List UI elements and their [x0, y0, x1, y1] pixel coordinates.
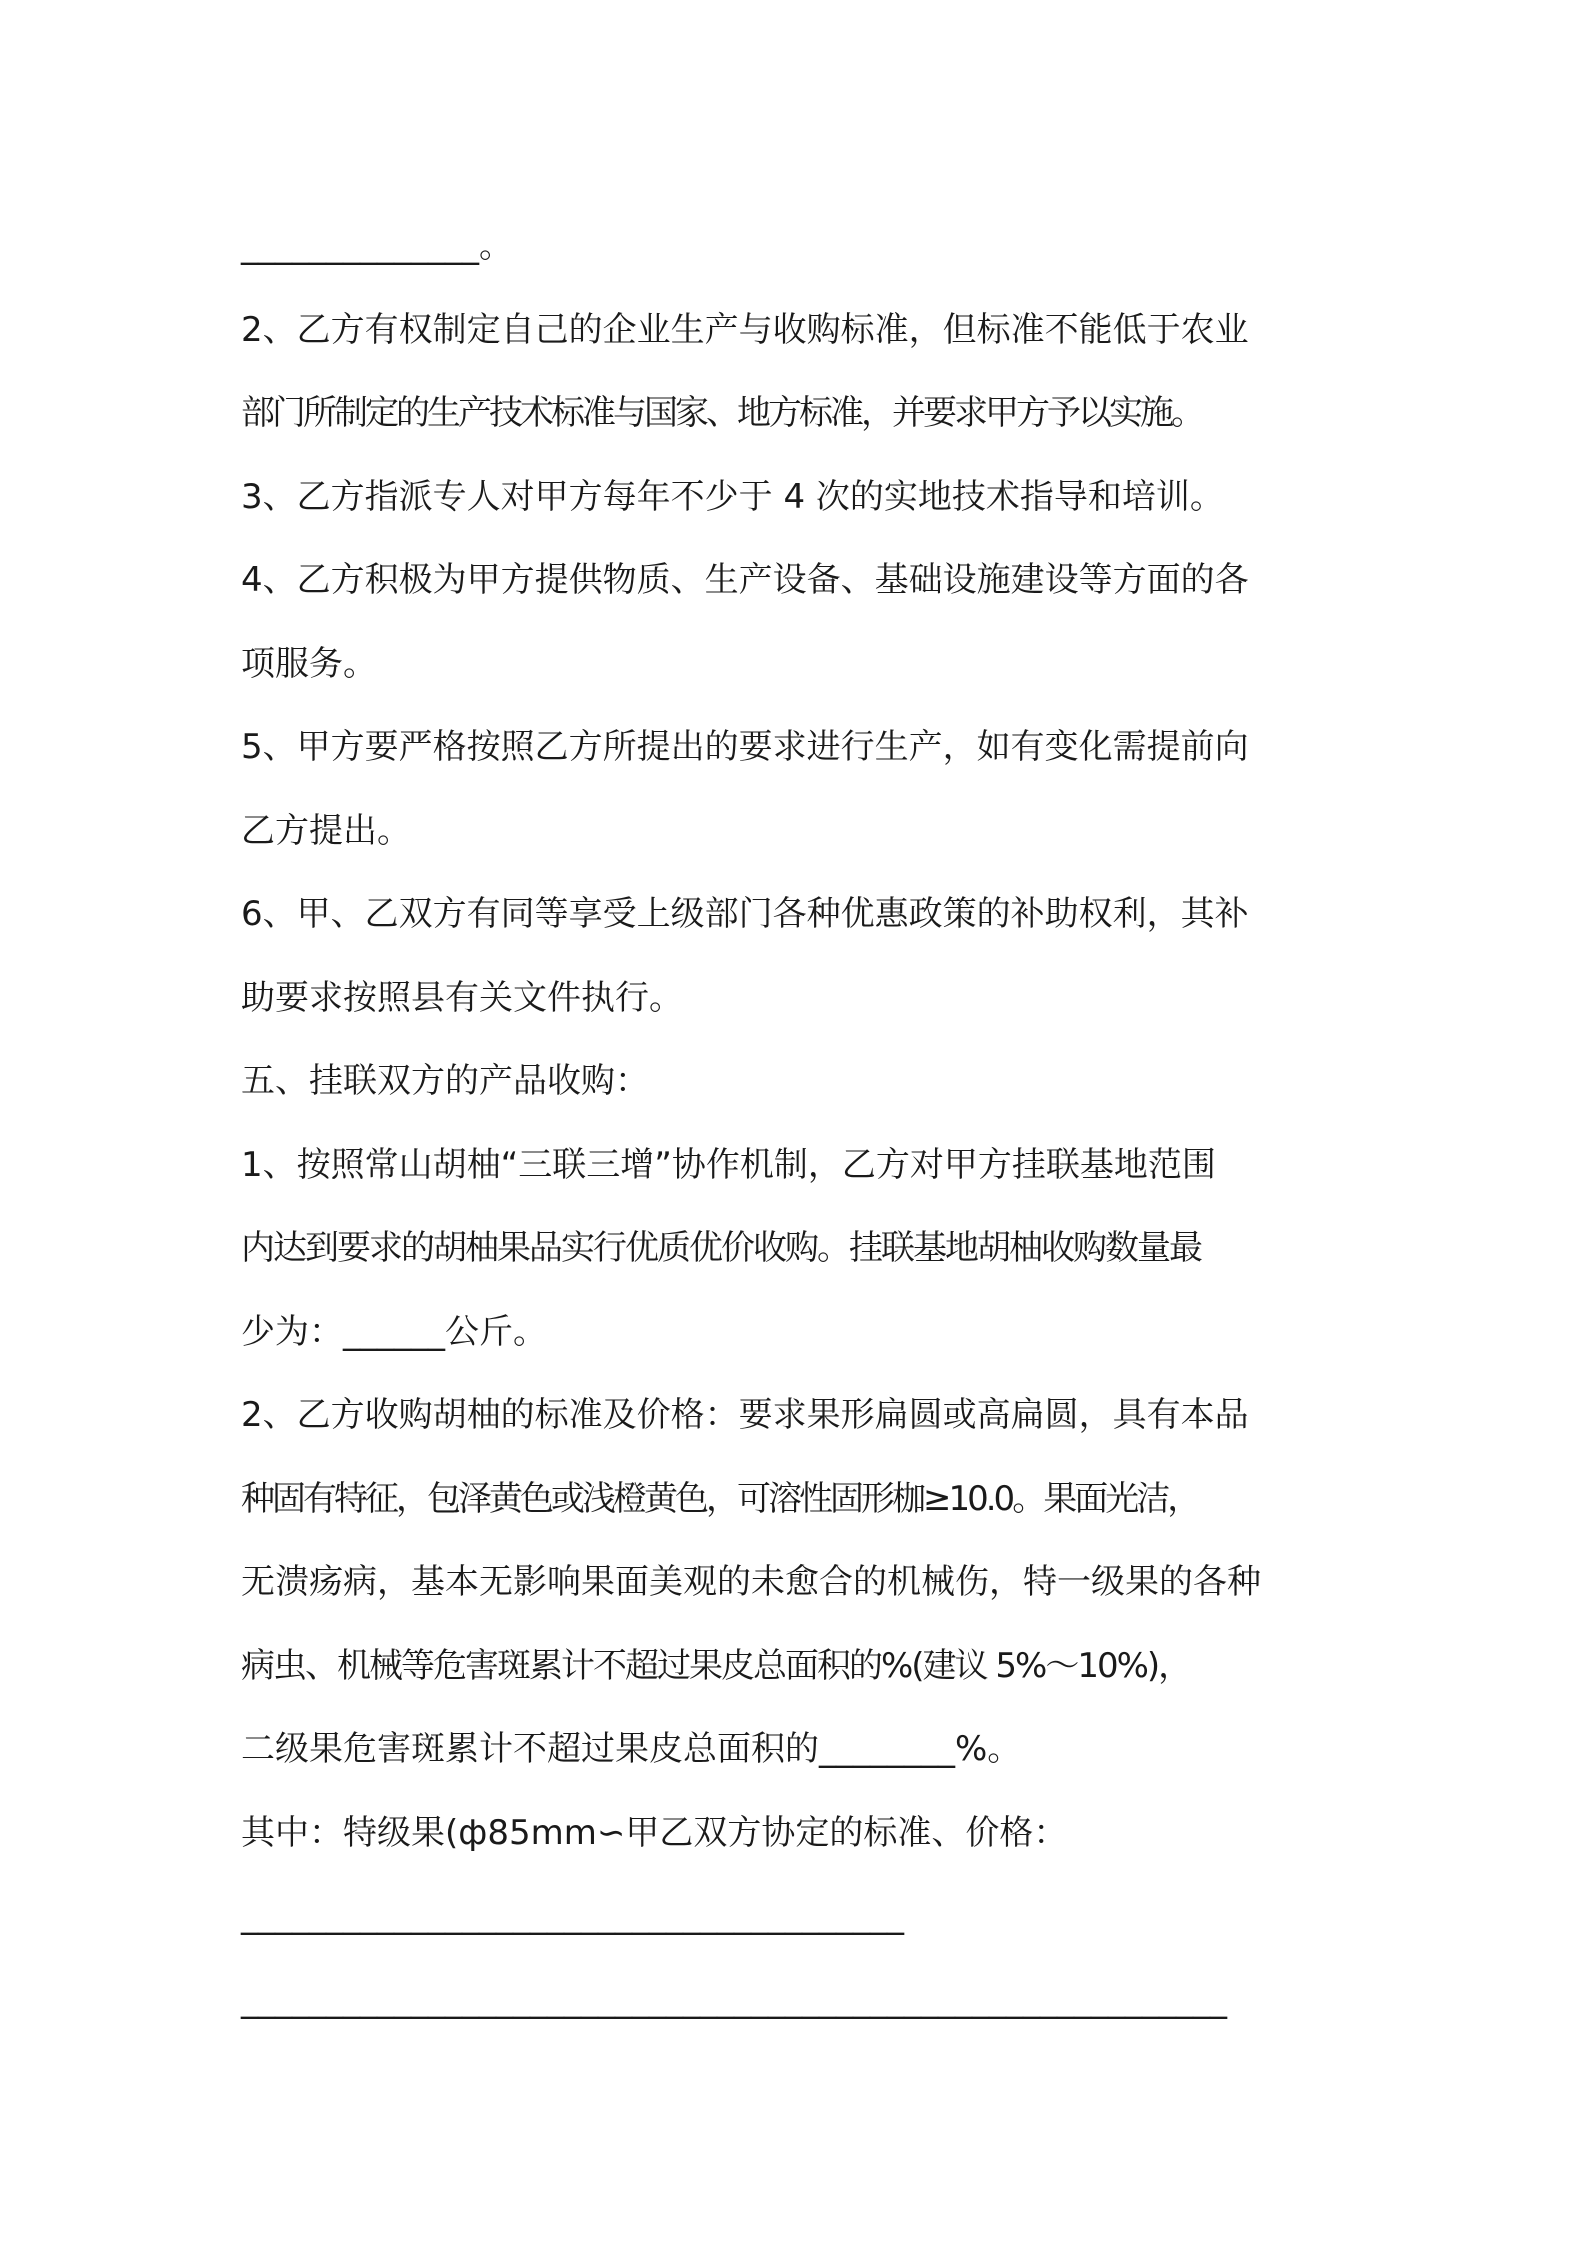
clause-6-line-2: 助要求按照县有关文件执行。 — [241, 977, 683, 1018]
clause-4-line-2: 项服务。 — [241, 643, 377, 684]
purchase-1-line-1: 1、按照常山胡柚“三联三增”协作机制，乙方对甲方挂联基地范围 — [241, 1144, 1216, 1185]
clause-2-line-1: 2、乙方有权制定自己的企业生产与收购标准，但标准不能低于农业 — [241, 309, 1249, 350]
document-body — [241, 205, 1356, 2042]
blank-line-end: ______________。 — [241, 226, 513, 266]
purchase-2-line-5: 二级果危害斑累计不超过果皮总面积的________%。 — [241, 1729, 1022, 1769]
purchase-1-line-3: 少为：______公斤。 — [241, 1311, 547, 1352]
clause-3: 3、乙方指派专人对甲方每年不少于 4 次的实地技术指导和培训。 — [241, 476, 1224, 517]
purchase-2-line-1: 2、乙方收购胡柚的标准及价格：要求果形扁圆或高扁圆，具有本品 — [241, 1395, 1249, 1435]
clause-6-line-1: 6、甲、乙双方有同等享受上级部门各种优惠政策的补助权利，其补 — [241, 894, 1249, 934]
purchase-2-line-2: 种固有特征，包泽黄色或浅橙黄色，可溶性固形枷≥10.0。果面光洁， — [241, 1478, 1199, 1519]
purchase-1-line-2: 内达到要求的胡柚果品实行优质优价收购。挂联基地胡柚收购数量最 — [241, 1228, 1201, 1268]
blank-line-2: __________________________________________________________ — [241, 1979, 1227, 2020]
clause-2-line-2: 部门所制定的生产技术标准与国家、地方标准，并要求甲方予以实施。 — [241, 393, 1202, 433]
grade-standard-line: 其中：特级果(ф85mm∽甲乙双方协定的标准、价格： — [241, 1812, 1068, 1853]
clause-5-line-2: 乙方提出。 — [241, 810, 411, 851]
clause-5-line-1: 5、甲方要严格按照乙方所提出的要求进行生产，如有变化需提前向 — [241, 727, 1249, 767]
blank-line-1: _______________________________________ — [241, 1896, 904, 1936]
clause-4-line-1: 4、乙方积极为甲方提供物质、生产设备、基础设施建设等方面的各 — [241, 560, 1249, 600]
purchase-2-line-4: 病虫、机械等危害斑累计不超过果皮总面积的%(建议 5%～10%)， — [241, 1645, 1191, 1686]
purchase-2-line-3: 无溃疡病，基本无影响果面美观的未愈合的机械伤，特一级果的各种 — [241, 1562, 1261, 1602]
section-5-heading: 五、挂联双方的产品收购： — [241, 1061, 649, 1101]
